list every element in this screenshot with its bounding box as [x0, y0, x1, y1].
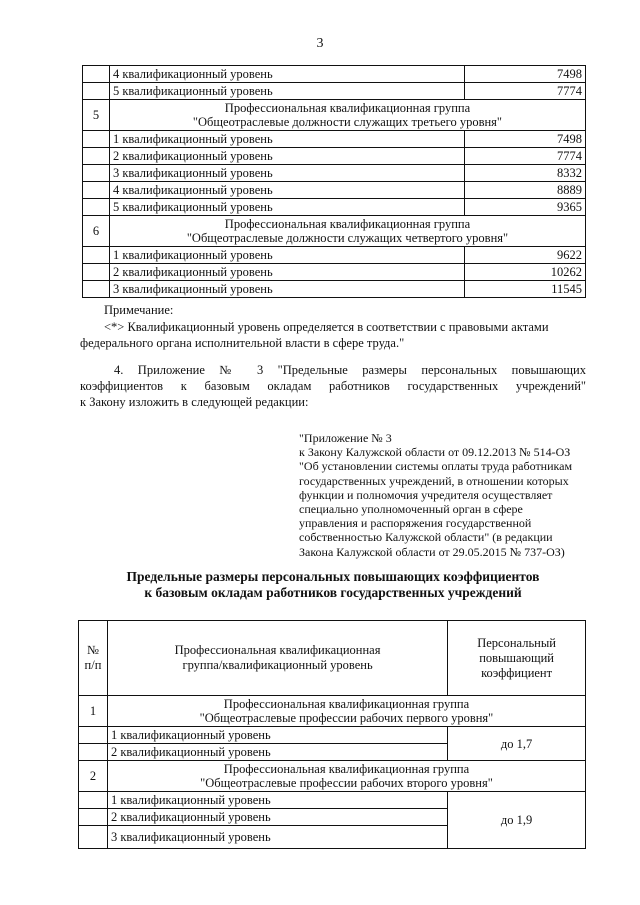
salary-value: 11545	[465, 281, 586, 298]
note-text-line: <*> Квалификационный уровень определяется в соответствии с правовыми актами	[104, 320, 549, 334]
salary-value: 7498	[465, 66, 586, 83]
section-title-line: к базовым окладам работников государственных учреждений	[144, 585, 522, 600]
paragraph-4-line: к Закону изложить в следующей редакции:	[80, 395, 309, 409]
note-text-line: федерального органа исполнительной власти в сфере труда."	[80, 336, 405, 350]
salary-value: 7498	[465, 131, 586, 148]
paragraph-4-line: 4. Приложение № 3 "Предельные размеры персональных повышающих	[114, 363, 586, 377]
header-text: №	[87, 643, 99, 657]
salary-value: 9622	[465, 247, 586, 264]
header-text: коэффициент	[481, 665, 553, 680]
header-text: повышающий	[479, 650, 554, 665]
header-text: п/п	[84, 658, 102, 672]
level-label: 4 квалификационный уровень	[109, 66, 464, 83]
coefficient-table	[78, 620, 586, 849]
num-cell	[83, 264, 110, 281]
level-label: 1 квалификационный уровень	[109, 131, 464, 148]
num-cell	[79, 792, 108, 809]
appendix-line: специально уполномоченный орган в сфере	[299, 502, 523, 517]
num-cell	[83, 247, 110, 264]
group-title	[109, 100, 585, 131]
group-header-row	[83, 100, 586, 131]
coefficient-value: до 1,9	[448, 792, 586, 849]
appendix-line: собственностью Калужской области" (в редакции	[299, 530, 553, 545]
table-row	[83, 182, 586, 199]
group-number: 6	[83, 216, 110, 247]
section-title-line: Предельные размеры персональных повышающих коэффициентов	[126, 569, 540, 584]
header-text: Профессиональная квалификационная	[174, 643, 381, 657]
appendix-line: Закона Калужской области от 29.05.2015 № 737-ОЗ)	[299, 544, 565, 559]
num-cell	[79, 727, 108, 744]
num-cell	[83, 165, 110, 182]
appendix-line: функции и полномочия учредителя осуществляет	[299, 487, 553, 502]
page-number: 3	[316, 36, 324, 51]
table-row	[79, 792, 586, 809]
group-title-line: "Общеотраслевые профессии рабочих первого уровня"	[199, 711, 494, 725]
level-label: 2 квалификационный уровень	[109, 148, 464, 165]
table-row	[83, 165, 586, 182]
appendix-line: государственных учреждений, в отношении которых	[299, 473, 569, 488]
appendix-line: "Приложение № 3	[299, 431, 392, 445]
group-header-row	[83, 216, 586, 247]
salary-value: 8332	[465, 165, 586, 182]
table-row	[83, 247, 586, 264]
group-title	[107, 761, 585, 792]
level-label: 4 квалификационный уровень	[109, 182, 464, 199]
num-cell	[79, 744, 108, 761]
table-row	[83, 199, 586, 216]
level-label: 2 квалификационный уровень	[107, 744, 447, 761]
num-cell	[83, 199, 110, 216]
header-coefficient	[448, 621, 586, 696]
appendix-header	[299, 431, 599, 559]
table-row	[83, 83, 586, 100]
table-row	[83, 264, 586, 281]
table-header-row	[79, 621, 586, 696]
group-title	[109, 216, 585, 247]
salary-value: 8889	[465, 182, 586, 199]
header-text: Персональный	[477, 635, 556, 650]
paragraph-4-line: коэффициентов к базовым окладам работников государственных учреждений"	[80, 379, 586, 393]
header-group	[107, 621, 447, 696]
num-cell	[79, 809, 108, 826]
group-number: 5	[83, 100, 110, 131]
level-label: 5 квалификационный уровень	[109, 199, 464, 216]
salary-value: 9365	[465, 199, 586, 216]
table-row	[83, 281, 586, 298]
num-cell	[83, 66, 110, 83]
level-label: 3 квалификационный уровень	[109, 165, 464, 182]
salary-value: 7774	[465, 148, 586, 165]
group-title-line: Профессиональная квалификационная группа	[223, 697, 470, 711]
table-row	[79, 727, 586, 744]
coefficient-value: до 1,7	[448, 727, 586, 761]
appendix-line: управления и распоряжения государственной	[299, 516, 532, 531]
level-label: 3 квалификационный уровень	[107, 826, 447, 849]
group-title-line: "Общеотраслевые должности служащих четвертого уровня"	[186, 231, 509, 245]
num-cell	[83, 131, 110, 148]
level-label: 1 квалификационный уровень	[107, 792, 447, 809]
num-cell	[79, 826, 108, 849]
group-number: 1	[79, 696, 108, 727]
table-row	[83, 148, 586, 165]
salary-table-continuation	[82, 65, 586, 298]
group-title-line: Профессиональная квалификационная группа	[224, 101, 471, 115]
group-title-line: Профессиональная квалификационная группа	[223, 762, 470, 776]
num-cell	[83, 182, 110, 199]
level-label: 5 квалификационный уровень	[109, 83, 464, 100]
appendix-line: к Закону Калужской области от 09.12.2013 № 514-ОЗ	[299, 445, 571, 460]
header-text: группа/квалификационный уровень	[182, 658, 373, 672]
table-row	[83, 131, 586, 148]
level-label: 1 квалификационный уровень	[107, 727, 447, 744]
level-label: 2 квалификационный уровень	[109, 264, 464, 281]
group-title-line: Профессиональная квалификационная группа	[224, 217, 471, 231]
section-title	[80, 569, 586, 601]
appendix-line: "Об установлении системы оплаты труда работникам	[299, 459, 573, 474]
level-label: 3 квалификационный уровень	[109, 281, 464, 298]
group-title-line: "Общеотраслевые должности служащих третьего уровня"	[192, 115, 503, 129]
num-cell	[83, 281, 110, 298]
level-label: 2 квалификационный уровень	[107, 809, 447, 826]
header-num	[79, 621, 108, 696]
num-cell	[83, 148, 110, 165]
group-header-row	[79, 696, 586, 727]
note-title: Примечание:	[104, 303, 174, 317]
group-header-row	[79, 761, 586, 792]
level-label: 1 квалификационный уровень	[109, 247, 464, 264]
group-number: 2	[79, 761, 108, 792]
salary-value: 10262	[465, 264, 586, 281]
table-row	[83, 66, 586, 83]
group-title	[107, 696, 585, 727]
salary-value: 7774	[465, 83, 586, 100]
group-title-line: "Общеотраслевые профессии рабочих второго уровня"	[200, 776, 493, 790]
num-cell	[83, 83, 110, 100]
